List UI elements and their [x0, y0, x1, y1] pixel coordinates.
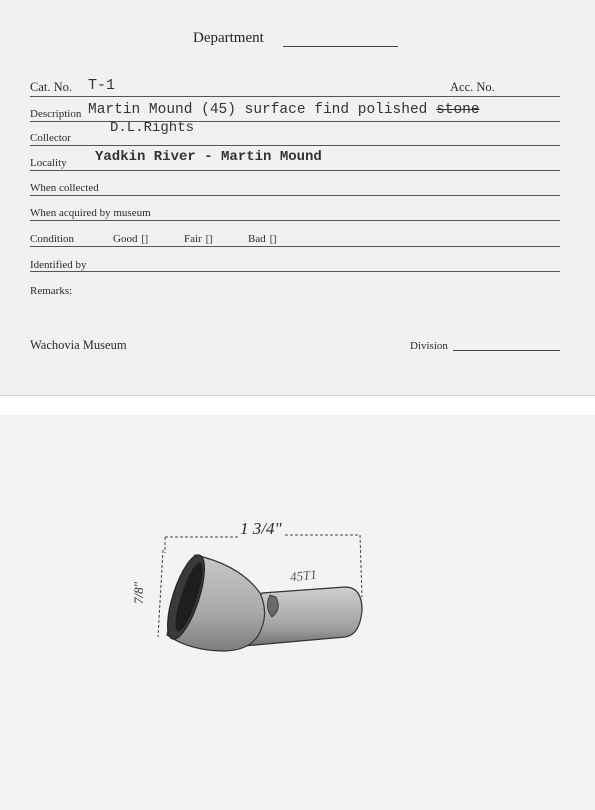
locality-label: Locality	[30, 157, 67, 169]
condition-rule	[30, 246, 560, 247]
height-dimension-label: 7/8"	[131, 581, 147, 605]
description-text: Martin Mound (45) surface find polished	[88, 102, 428, 118]
division-blank-line	[453, 350, 560, 351]
condition-good	[113, 233, 148, 245]
when-collected-rule	[30, 195, 560, 196]
cat-no-value: T-1	[88, 77, 116, 94]
condition-fair-label: Fair	[184, 233, 202, 245]
collector-value: D.L.Rights	[110, 120, 195, 136]
width-dimension-label: 1 3/4"	[240, 519, 282, 538]
when-acquired-rule	[30, 220, 560, 221]
museum-name: Wachovia Museum	[30, 338, 127, 352]
condition-fair-checkbox: []	[205, 234, 213, 245]
condition-good-label: Good	[113, 233, 138, 245]
pipe-drawing	[0, 415, 595, 810]
locality-value: Yadkin River - Martin Mound	[95, 149, 322, 165]
height-dimension-line	[158, 550, 163, 637]
catalog-card-back	[0, 415, 595, 810]
description-struck-word: stone	[436, 102, 480, 118]
identified-by-rule	[30, 271, 560, 272]
acc-no-label: Acc. No.	[450, 80, 495, 94]
stone-pipe	[160, 551, 362, 651]
department-label: Department	[193, 30, 264, 46]
condition-label: Condition	[30, 233, 75, 245]
description-label: Description	[30, 108, 82, 120]
condition-bad-label: Bad	[248, 233, 266, 245]
identified-by-label: Identified by	[30, 259, 87, 271]
cat-no-rule	[30, 96, 560, 97]
when-acquired-label: When acquired by museum	[30, 207, 151, 219]
collector-label: Collector	[30, 132, 71, 144]
catalog-mark-label: 45T1	[289, 566, 318, 585]
catalog-card-front	[0, 0, 595, 396]
division-label: Division	[410, 340, 448, 352]
department-blank-line	[283, 46, 398, 47]
condition-bad	[248, 233, 276, 245]
description-value	[88, 102, 480, 118]
when-collected-label: When collected	[30, 182, 99, 194]
condition-fair	[184, 233, 212, 245]
locality-rule	[30, 170, 560, 171]
condition-good-checkbox: []	[141, 234, 149, 245]
cat-no-label: Cat. No.	[30, 80, 73, 94]
condition-bad-checkbox: []	[269, 234, 277, 245]
remarks-label: Remarks:	[30, 285, 73, 297]
collector-rule	[30, 145, 560, 146]
